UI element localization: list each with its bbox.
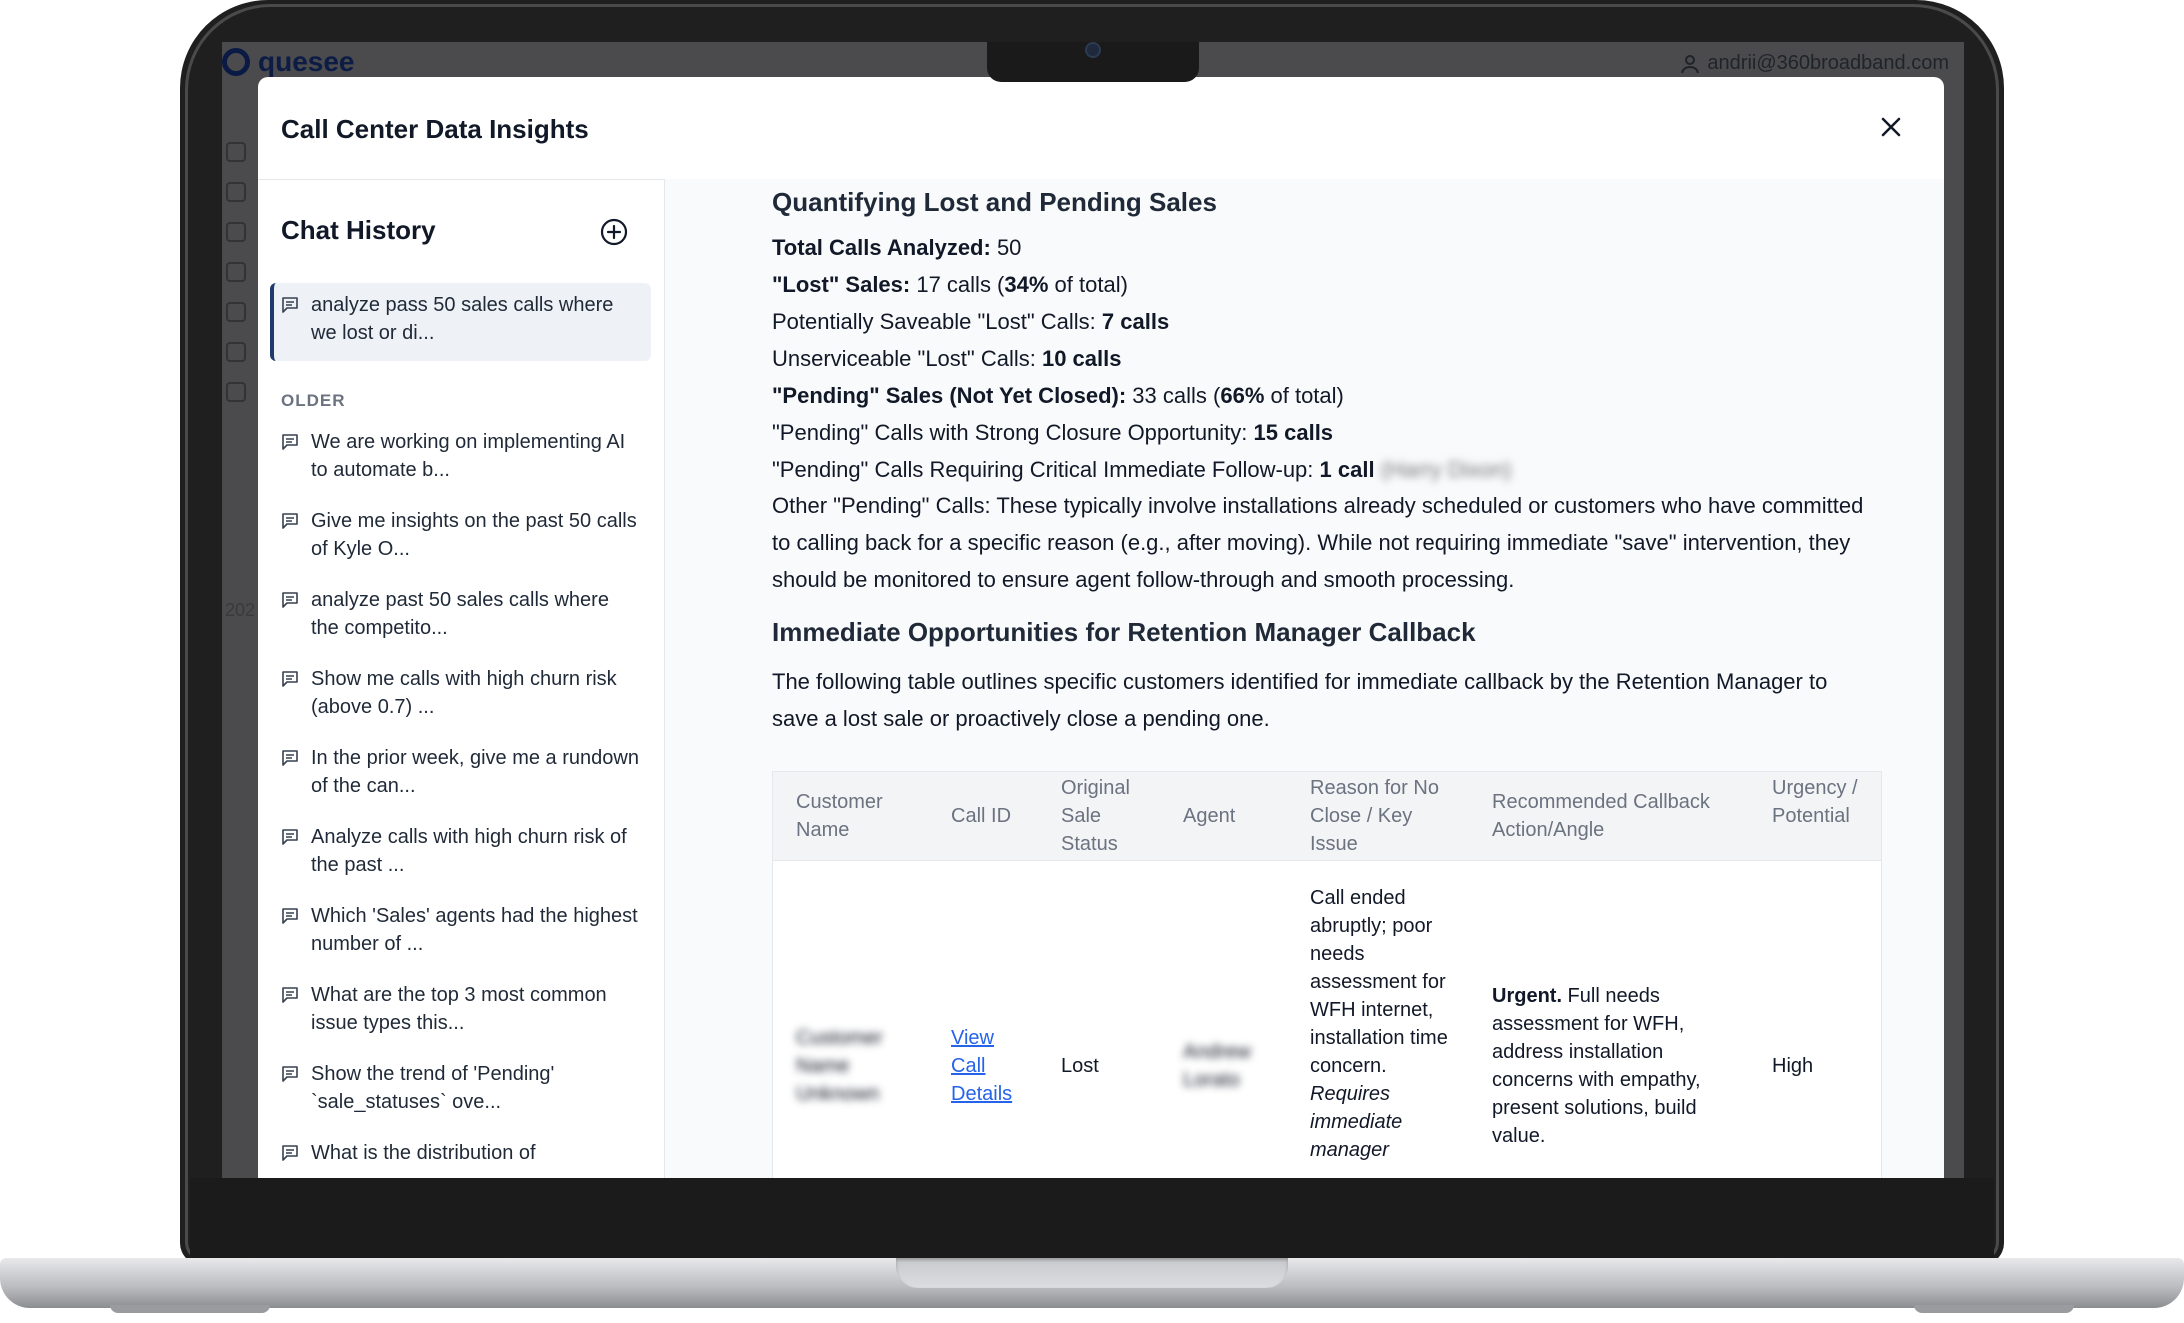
lost-pct: 34%	[1004, 272, 1049, 297]
chat-item-label: Show me calls with high churn risk (above 0.7) ...	[311, 668, 617, 718]
cell-urgency: High	[1772, 1055, 1814, 1077]
close-icon	[1880, 116, 1902, 138]
logo-text: quesee	[258, 46, 355, 77]
laptop-opening-notch	[896, 1258, 1288, 1288]
chat-history-title: Chat History	[281, 215, 436, 245]
app-logo[interactable]	[222, 46, 355, 78]
table-header-row	[773, 772, 1881, 861]
insights-modal	[258, 77, 1944, 1178]
close-button[interactable]	[1874, 110, 1908, 144]
chat-history-item[interactable]	[281, 902, 641, 958]
strong-closure-line	[772, 420, 1333, 446]
header-urgency: Urgency / Potential	[1772, 777, 1858, 827]
other-pending-paragraph: Other "Pending" Calls: These typically involve installations already scheduled or customers who have committed to calling back for a specific reason (e.g., after moving). While not requiring immediate "save" intervention, they should be monitored to ensure agent follow-through and smooth processing.	[772, 493, 1864, 592]
chat-icon[interactable]	[226, 342, 246, 362]
message-icon	[281, 986, 299, 1004]
message-icon	[281, 296, 299, 314]
message-icon	[281, 1144, 299, 1162]
chat-history-item[interactable]	[281, 744, 641, 800]
modal-header	[258, 77, 1944, 180]
user-icon	[1681, 54, 1699, 74]
strong-value: 15 calls	[1253, 420, 1334, 445]
chat-item-label: We are working on implementing AI to automate b...	[311, 431, 626, 481]
chat-history-item[interactable]	[281, 665, 641, 721]
dashboard-icon[interactable]	[226, 142, 246, 162]
message-icon	[281, 749, 299, 767]
callback-table	[772, 771, 1882, 1178]
chat-item-label: What is the distribution of	[311, 1142, 536, 1164]
chat-history-item[interactable]	[281, 1139, 641, 1167]
chat-item-label: Give me insights on the past 50 calls of Kyle O...	[311, 510, 637, 560]
critical-customer-name: (Harry Dixon)	[1380, 457, 1512, 482]
action-text: Full needs assessment for WFH, address installation concerns with empathy, present solutions, build value.	[1492, 985, 1701, 1147]
laptop-foot-left	[110, 1305, 270, 1313]
chat-history-item[interactable]	[281, 1060, 641, 1116]
cell-action	[1492, 982, 1742, 1150]
chat-item-label: Show the trend of 'Pending' `sale_statuses` ove...	[311, 1063, 555, 1113]
unserviceable-label: Unserviceable "Lost" Calls:	[772, 346, 1042, 371]
screen	[222, 42, 1964, 1178]
header-call-id: Call ID	[951, 805, 1012, 827]
laptop-chin	[190, 1178, 1994, 1258]
cell-call-link	[951, 1024, 1031, 1108]
chat-history-item[interactable]	[281, 507, 641, 563]
section-title-retention: Immediate Opportunities for Retention Manager Callback	[772, 617, 1476, 647]
pending-pct: 66%	[1220, 383, 1265, 408]
modal-title: Call Center Data Insights	[281, 114, 589, 144]
header-status: Original Sale Status	[1061, 777, 1130, 855]
saveable-value: 7 calls	[1101, 309, 1170, 334]
building-icon[interactable]	[226, 302, 246, 322]
critical-value: 1 call	[1319, 457, 1375, 482]
chat-item-label: Analyze calls with high churn risk of the past ...	[311, 826, 627, 876]
message-icon	[281, 907, 299, 925]
cell-agent: Andrew Lorato	[1183, 1041, 1251, 1091]
unserviceable-line	[772, 346, 1121, 372]
section-title-lost-pending: Quantifying Lost and Pending Sales	[772, 187, 1217, 217]
cell-status: Lost	[1061, 1055, 1099, 1077]
camera-icon	[1085, 42, 1101, 58]
headset-icon[interactable]	[226, 262, 246, 282]
lost-value: 17 calls (	[910, 272, 1005, 297]
settings-icon[interactable]	[226, 382, 246, 402]
contacts-icon[interactable]	[226, 222, 246, 242]
chat-history-panel	[258, 179, 665, 1178]
saveable-label: Potentially Saveable "Lost" Calls:	[772, 309, 1102, 334]
chat-item-label: In the prior week, give me a rundown of the can...	[311, 747, 639, 797]
lost-suffix: of total)	[1048, 272, 1128, 297]
total-calls-line	[772, 235, 1021, 261]
message-icon	[281, 828, 299, 846]
chat-item-label: analyze pass 50 sales calls where we lost or di...	[311, 294, 614, 344]
message-icon	[281, 433, 299, 451]
new-chat-button[interactable]	[598, 216, 630, 248]
chat-history-item[interactable]	[281, 981, 641, 1037]
insight-content[interactable]	[665, 179, 1944, 1178]
chat-history-item[interactable]	[281, 823, 641, 879]
saveable-line	[772, 309, 1169, 335]
pending-value: 33 calls (	[1126, 383, 1221, 408]
cell-reason	[1310, 884, 1460, 1164]
retention-intro: The following table outlines specific customers identified for immediate callback by the Retention Manager to save a lost sale or proactively close a pending one.	[772, 669, 1828, 731]
strong-label: "Pending" Calls with Strong Closure Opportunity:	[772, 420, 1254, 445]
message-icon	[281, 591, 299, 609]
action-urgent: Urgent.	[1492, 985, 1562, 1007]
critical-followup-line	[772, 457, 1511, 483]
chat-history-item[interactable]	[281, 428, 641, 484]
year-fragment: 202	[225, 600, 256, 620]
message-icon	[281, 1065, 299, 1083]
phone-icon[interactable]	[226, 182, 246, 202]
header-action: Recommended Callback Action/Angle	[1492, 791, 1710, 841]
older-label: OLDER	[281, 391, 346, 410]
pending-sales-line	[772, 383, 1344, 409]
laptop-foot-right	[1914, 1305, 2074, 1313]
pending-suffix: of total)	[1264, 383, 1344, 408]
total-label: Total Calls Analyzed:	[772, 235, 991, 260]
lost-label: "Lost" Sales:	[772, 272, 911, 297]
total-value: 50	[990, 235, 1022, 260]
message-icon	[281, 512, 299, 530]
logo-icon	[222, 48, 250, 76]
header-reason: Reason for No Close / Key Issue	[1310, 777, 1439, 855]
header-customer-name: Customer Name	[796, 791, 883, 841]
cell-customer-name: Customer Name Unknown	[796, 1027, 883, 1105]
critical-label: "Pending" Calls Requiring Critical Immediate Follow-up:	[772, 457, 1320, 482]
chat-item-label: What are the top 3 most common issue types this...	[311, 984, 607, 1034]
app-sidebar	[226, 142, 246, 402]
user-email: andrii@360broadband.com	[1707, 52, 1949, 74]
reason-italic: Requires immediate manager	[1310, 1083, 1403, 1161]
message-icon	[281, 670, 299, 688]
active-chat-item[interactable]	[281, 291, 641, 347]
unserviceable-value: 10 calls	[1041, 346, 1122, 371]
header-agent: Agent	[1183, 805, 1236, 827]
view-call-details-link[interactable]: View Call Details	[951, 1027, 1013, 1105]
chat-history-item[interactable]	[281, 586, 641, 642]
reason-text: Call ended abruptly; poor needs assessment for WFH internet, installation time concern.	[1310, 887, 1448, 1077]
user-menu[interactable]	[1681, 52, 1949, 75]
chat-item-label: Which 'Sales' agents had the highest number of ...	[311, 905, 638, 955]
lost-sales-line	[772, 272, 1128, 298]
pending-label: "Pending" Sales (Not Yet Closed):	[772, 383, 1127, 408]
chat-item-label: analyze past 50 sales calls where the competito...	[311, 589, 609, 639]
